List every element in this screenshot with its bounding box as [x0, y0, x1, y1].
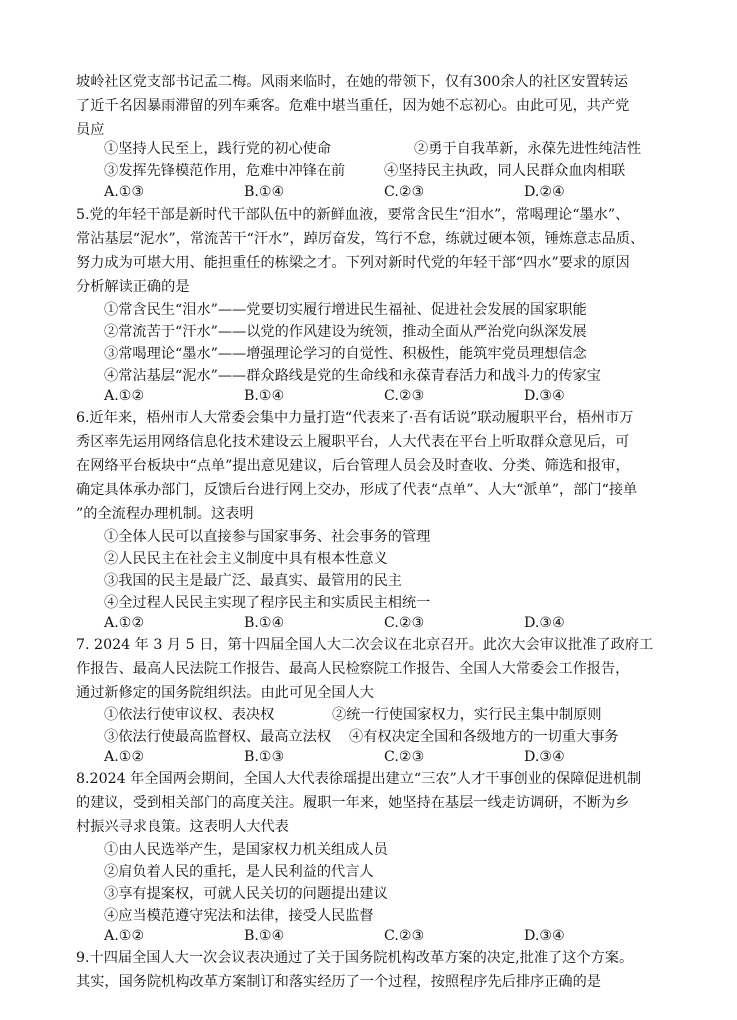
q5-option-1: ①常含民生“泪水”——党要切实履行增进民生福祉、促进社会发展的国家职能 — [104, 302, 587, 318]
q4-option-3: ③发挥先锋模范作用，危难中冲锋在前 — [104, 163, 346, 179]
q8-stem-line-2: 的建议，受到相关部门的高度关注。履职一年来，她坚持在基层一线走访调研，不断为乡 — [76, 795, 630, 811]
q7-option-4: ④有权决定全国和各级地方的一切重大事务 — [349, 729, 619, 745]
q4-stem-line-3: 员应 — [76, 122, 105, 138]
q4-option-2: ②勇于自我革新，永葆先进性纯洁性 — [414, 141, 642, 157]
q6-choice-b: B.①④ — [244, 615, 285, 631]
q8-stem-line-3: 村振兴寻求良策。这表明人大代表 — [76, 819, 289, 835]
q8-choice-c: C.②③ — [384, 928, 425, 944]
q4-choice-a: A.①③ — [104, 184, 145, 200]
q5-option-4: ④常沾基层“泥水”——群众路线是党的生命线和永葆青春活力和战斗力的传家宝 — [104, 368, 601, 384]
q5-stem-line-1: 5.党的年轻干部是新时代干部队伍中的新鲜血液，要常含民生“泪水”，常喝理论“墨水”、 — [76, 207, 630, 223]
q5-option-2: ②常流苦于“汗水”——以党的作风建设为统领，推动全面从严治党向纵深发展 — [104, 324, 587, 340]
q9-stem-line-1: 9.十四届全国人大一次会议表决通过了关于国务院机构改革方案的决定,批准了这个方案。 — [76, 950, 634, 966]
q9-stem-line-2: 其实，国务院机构改革方案制订和落实经历了一个过程，按照程序先后排序正确的是 — [76, 974, 601, 990]
q4-choice-d: D.②④ — [524, 184, 565, 200]
q7-stem-line-3: 通过新修定的国务院组织法。由此可见全国人大 — [76, 685, 374, 701]
q6-option-3: ③我国的民主是最广泛、最真实、最管用的民主 — [104, 573, 402, 589]
q8-option-4: ④应当模范遵守宪法和法律，接受人民监督 — [104, 908, 374, 924]
q7-option-3: ③依法行使最高监督权、最高立法权 — [104, 729, 332, 745]
q4-choice-b: B.①④ — [244, 184, 285, 200]
q4-option-4: ④坚持民主执政，同人民群众血肉相联 — [384, 163, 626, 179]
q8-choice-b: B.①④ — [244, 928, 285, 944]
q7-stem-line-1: 7. 2024 年 3 月 5 日，第十四届全国人大二次会议在北京召开。此次大会审议批准了政府工 — [76, 637, 654, 653]
q7-choice-d: D.③④ — [524, 749, 565, 765]
q4-choice-c: C.②③ — [384, 184, 425, 200]
q5-choice-c: C.②③ — [384, 388, 425, 404]
q8-choice-a: A.①② — [104, 928, 145, 944]
q8-option-2: ②肩负着人民的重托，是人民利益的代言人 — [104, 864, 374, 880]
q8-option-3: ③享有提案权，可就人民关切的问题提出建议 — [104, 886, 388, 902]
q6-choice-a: A.①② — [104, 615, 145, 631]
q6-option-1: ①全体人民可以直接参与国家事务、社会事务的管理 — [104, 529, 431, 545]
q5-stem-line-4: 分析解读正确的是 — [76, 279, 190, 295]
q7-option-2: ②统一行使国家权力，实行民主集中制原则 — [332, 707, 602, 723]
q6-choice-d: D.③④ — [524, 615, 565, 631]
q5-choice-a: A.①② — [104, 388, 145, 404]
q6-stem-line-4: 确定具体承办部门，反馈后台进行网上交办，形成了代表“点单”、人大“派单”，部门“接单 — [76, 482, 638, 498]
q8-choice-d: D.③④ — [524, 928, 565, 944]
q4-stem-line-1: 坡岭社区党支部书记孟二梅。风雨来临时，在她的带领下，仅有300余人的社区安置转运 — [76, 74, 629, 90]
q6-stem-line-3: 在网络平台板块中“点单”提出意见建议，后台管理人员会及时查收、分类、筛选和报审， — [76, 458, 630, 474]
q6-stem-line-5: ”的全流程办理机制。这表明 — [76, 506, 254, 522]
q4-stem-line-2: 了近千名因暴雨滞留的列车乘客。危难中堪当重任，因为她不忘初心。由此可见，共产党 — [76, 98, 630, 114]
q5-choice-d: D.③④ — [524, 388, 565, 404]
q6-option-4: ④全过程人民民主实现了程序民主和实质民主相统一 — [104, 595, 431, 611]
q5-option-3: ③常喝理论“墨水”——增强理论学习的自觉性、积极性，能筑牢党员理想信念 — [104, 346, 587, 362]
q8-stem-line-1: 8.2024 年全国两会期间，全国人大代表徐瑶提出建立“三农”人才干事创业的保障促进机制 — [76, 771, 642, 787]
q6-option-2: ②人民民主在社会主义制度中具有根本性意义 — [104, 551, 388, 567]
q7-choice-b: B.①③ — [244, 749, 285, 765]
q6-stem-line-1: 6.近年来，梧州市人大常委会集中力量打造“代表来了·吾有话说”联动履职平台，梧州市万 — [76, 410, 634, 426]
q6-stem-line-2: 秀区率先运用网络信息化技术建设云上履职平台，人大代表在平台上听取群众意见后，可 — [76, 434, 630, 450]
q6-choice-c: C.②③ — [384, 615, 425, 631]
q4-option-1: ①坚持人民至上，践行党的初心使命 — [104, 141, 332, 157]
q5-choice-b: B.①④ — [244, 388, 285, 404]
q7-choice-a: A.①② — [104, 749, 145, 765]
q7-option-1: ①依法行使审议权、表决权 — [104, 707, 275, 723]
q5-stem-line-2: 常沾基层“泥水”，常流苦干“汗水”，踔厉奋发，笃行不怠，练就过硬本领，锤炼意志品质、 — [76, 231, 645, 247]
q8-option-1: ①由人民选举产生，是国家权力机关组成人员 — [104, 842, 388, 858]
q7-choice-c: C.②③ — [384, 749, 425, 765]
q7-stem-line-2: 作报告、最高人民法院工作报告、最高人民检察院工作报告、全国人大常委会工作报告， — [76, 661, 630, 677]
q5-stem-line-3: 努力成为可堪大用、能担重任的栋梁之才。下列对新时代党的年轻干部“四水”要求的原因 — [76, 255, 630, 271]
